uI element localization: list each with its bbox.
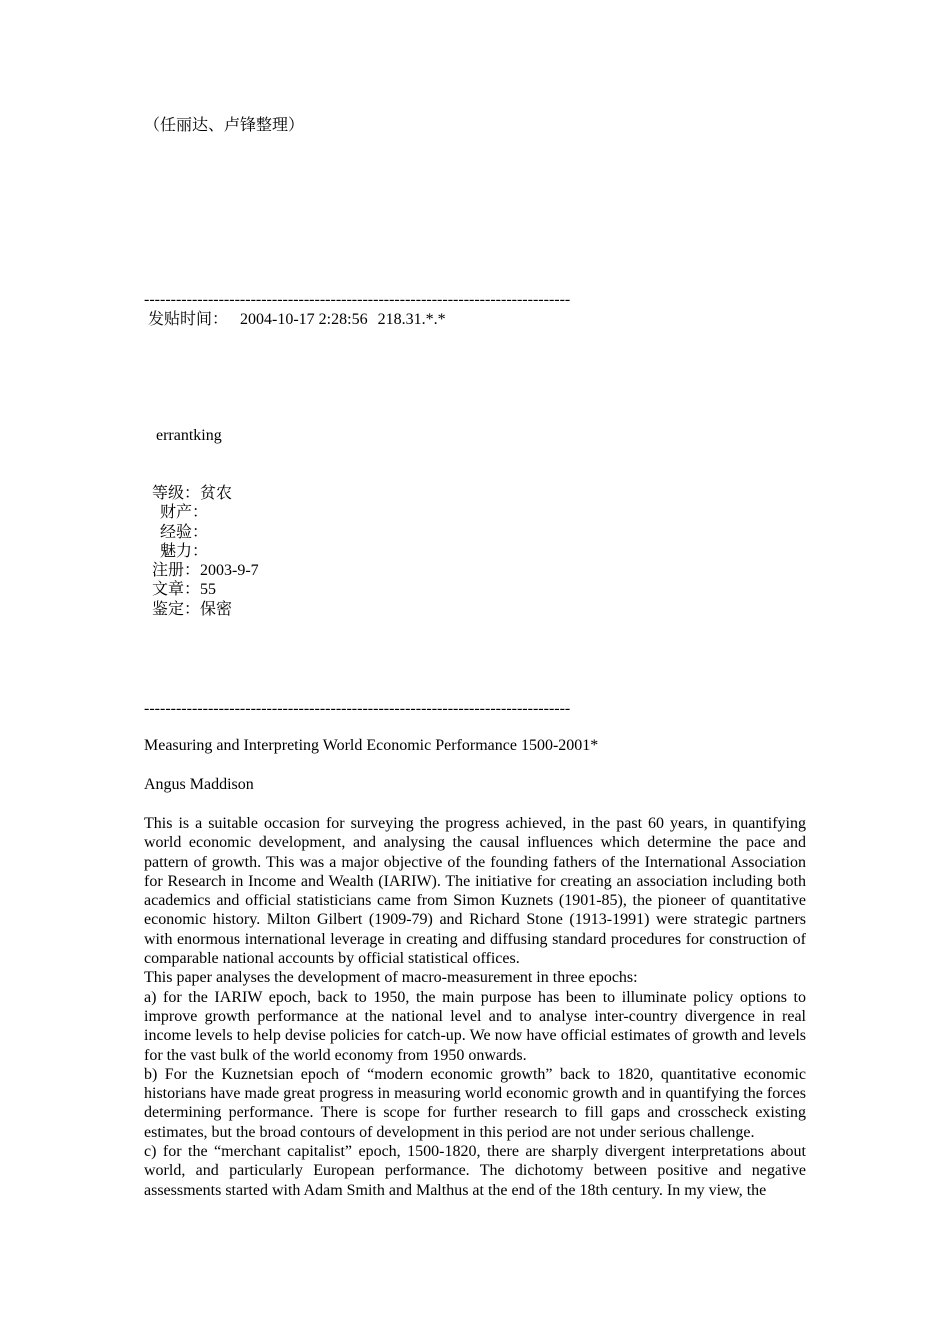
article-paragraph: a) for the IARIW epoch, back to 1950, the main purpose has been to illuminate policy options to improve growth performance at the national level and to analyse inter-country divergence in real income levels to help devise policies for catch-up. We now have official estimates of growth and levels for the vast bulk of the world economy from 1950 onwards. xyxy=(144,988,806,1064)
profile-wealth: 财产： xyxy=(160,504,209,522)
post-time-line xyxy=(148,310,446,329)
profile-experience: 经验： xyxy=(160,523,209,541)
username[interactable]: errantking xyxy=(156,427,222,444)
profile-level: 等级：贫农 xyxy=(152,485,233,502)
user-profile xyxy=(152,484,259,619)
divider-line: -------------------------------------------------------------------------------- xyxy=(144,291,571,308)
article-title: Measuring and Interpreting World Economic Performance 1500-2001* xyxy=(144,737,599,754)
post-time-value: 2004-10-17 2:28:56 xyxy=(240,311,368,328)
post-time-label: 发贴时间： xyxy=(148,311,229,328)
profile-registered: 注册：2003-9-7 xyxy=(152,562,259,580)
article-author: Angus Maddison xyxy=(144,776,254,793)
article-paragraph: This is a suitable occasion for surveying the progress achieved, in the past 60 years, in quantifying world economic development, and analysing the causal influences which determine the pace and pattern of growth. This was a major objective of the founding fathers of the International Association for Research in Income and Wealth (IARIW). The initiative for creating an association including both academics and official statisticians came from Simon Kuznets (1901-85), the pioneer of quantitative economic history. Milton Gilbert (1909-79) and Richard Stone (1913-1991) were strategic partners with enormous international leverage in creating and diffusing standard procedures for construction of comparable national accounts by official statistical offices. xyxy=(144,815,806,968)
post-ip: 218.31.*.* xyxy=(377,311,446,328)
editors-note: （任丽达、卢锋整理） xyxy=(144,117,305,134)
profile-articles: 文章：55 xyxy=(152,581,217,599)
divider-line: -------------------------------------------------------------------------------- xyxy=(144,700,571,717)
profile-appraisal: 鉴定：保密 xyxy=(152,600,233,618)
article-paragraph: This paper analyses the development of macro-measurement in three epochs: xyxy=(144,969,638,987)
article-paragraph: c) for the “merchant capitalist” epoch, 1500-1820, there are sharply divergent interpretations about world, and particularly European performance. The dichotomy between positive and negative assessments started with Adam Smith and Malthus at the end of the 18th century. In my view, the xyxy=(144,1143,806,1199)
article-paragraph: b) For the Kuznetsian epoch of “modern economic growth” back to 1820, quantitative economic historians have made great progress in measuring world economic growth and in quantifying the forces determining performance. There is scope for further research to fill gaps and crosscheck existing estimates, but the broad contours of development in this period are not under serious challenge. xyxy=(144,1065,806,1141)
article-body xyxy=(144,814,806,1200)
profile-charm: 魅力： xyxy=(160,542,209,560)
